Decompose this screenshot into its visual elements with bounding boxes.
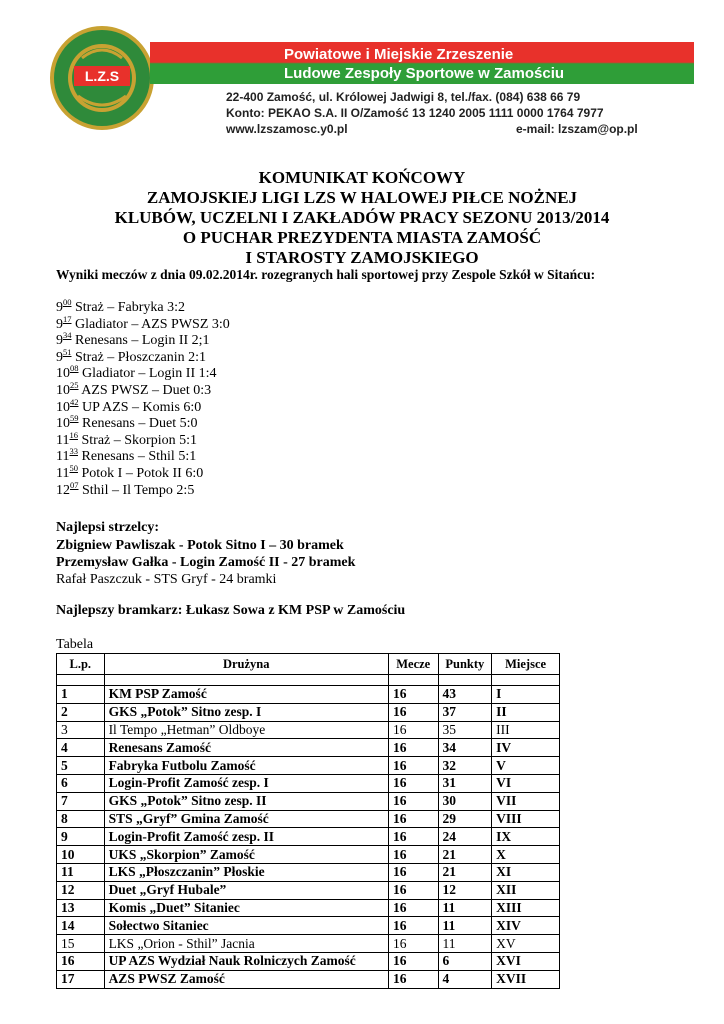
scorer-item: Rafał Paszczuk - STS Gryf - 24 bramki xyxy=(56,572,277,587)
table-row xyxy=(57,917,560,935)
header-matches: Mecze xyxy=(388,654,438,675)
letterhead xyxy=(0,0,724,140)
cell-points: 11 xyxy=(438,899,492,917)
cell-lp: 6 xyxy=(57,774,105,792)
cell-points: 11 xyxy=(438,917,492,935)
match-result xyxy=(56,446,230,466)
cell-points: 21 xyxy=(438,846,492,864)
match-result xyxy=(56,346,230,367)
cell-lp: 9 xyxy=(57,828,105,846)
cell-team: UKS „Skorpion” Zamość xyxy=(104,846,388,864)
match-text: Gladiator – AZS PWSZ 3:0 xyxy=(71,316,230,332)
cell-points: 31 xyxy=(438,774,492,792)
cell-team: STS „Gryf” Gmina Zamość xyxy=(104,810,388,828)
cell-points: 11 xyxy=(438,935,492,953)
table-row xyxy=(57,828,560,846)
match-text: Straż – Skorpion 5:1 xyxy=(77,432,197,448)
cell-points: 29 xyxy=(438,810,492,828)
address-line: 22-400 Zamość, ul. Królowej Jadwigi 8, tel./fax. (084) 638 66 79 xyxy=(226,90,581,104)
cell-place: XVII xyxy=(492,970,560,988)
match-text: Renesans – Login II 2;1 xyxy=(71,333,210,349)
cell-place: XVI xyxy=(492,952,560,970)
scorer-item: Zbigniew Pawliszak - Potok Sitno I – 30 bramek xyxy=(56,538,344,553)
match-text: Gladiator – Login II 1:4 xyxy=(78,366,217,382)
table-row xyxy=(57,686,560,704)
cell-team: Login-Profit Zamość zesp. II xyxy=(104,828,388,846)
table-row xyxy=(57,721,560,739)
cell-lp: 5 xyxy=(57,757,105,775)
cell-points: 35 xyxy=(438,721,492,739)
cell-lp: 8 xyxy=(57,810,105,828)
cell-place: IV xyxy=(492,739,560,757)
cell-matches: 16 xyxy=(388,721,438,739)
match-hour: 10 xyxy=(56,366,70,382)
match-result xyxy=(56,379,230,400)
cell-team: Il Tempo „Hetman” Oldboye xyxy=(104,721,388,739)
cell-place: III xyxy=(492,721,560,739)
match-text: UP AZS – Komis 6:0 xyxy=(78,399,202,415)
table-header-row xyxy=(57,654,560,675)
band-line-2: Ludowe Zespoły Sportowe w Zamościu xyxy=(284,65,565,82)
cell-team: Fabryka Futbolu Zamość xyxy=(104,757,388,775)
standings-table xyxy=(56,653,560,989)
match-minute: 25 xyxy=(70,379,79,390)
cell-points: 6 xyxy=(438,952,492,970)
match-result xyxy=(56,479,230,500)
cell-lp: 12 xyxy=(57,881,105,899)
cell-matches: 16 xyxy=(388,935,438,953)
contact-line xyxy=(226,122,686,136)
cell-matches: 16 xyxy=(388,899,438,917)
cell-matches: 16 xyxy=(388,739,438,757)
match-hour: 9 xyxy=(56,349,63,365)
cell-team: GKS „Potok” Sitno zesp. II xyxy=(104,792,388,810)
match-result xyxy=(56,313,230,334)
cell-place: V xyxy=(492,757,560,775)
table-row xyxy=(57,899,560,917)
match-result xyxy=(56,413,230,433)
cell-team: Renesans Zamość xyxy=(104,739,388,757)
match-text: Renesans – Sthil 5:1 xyxy=(77,449,197,465)
cell-team: LKS „Płoszczanin” Płoskie xyxy=(104,863,388,881)
cell-points: 24 xyxy=(438,828,492,846)
document-heading xyxy=(0,168,724,268)
table-row xyxy=(57,757,560,775)
cell-lp: 16 xyxy=(57,952,105,970)
table-row xyxy=(57,810,560,828)
match-hour: 12 xyxy=(56,482,70,498)
match-result xyxy=(56,396,230,417)
table-row xyxy=(57,739,560,757)
match-text: AZS PWSZ – Duet 0:3 xyxy=(78,382,212,398)
cell-team: Duet „Gryf Hubale” xyxy=(104,881,388,899)
match-text: Sthil – Il Tempo 2:5 xyxy=(78,482,195,498)
cell-team: Login-Profit Zamość zesp. I xyxy=(104,774,388,792)
header-lp: L.p. xyxy=(57,654,105,675)
cell-lp: 10 xyxy=(57,846,105,864)
cell-points: 32 xyxy=(438,757,492,775)
cell-team: Sołectwo Sitaniec xyxy=(104,917,388,935)
cell-team: KM PSP Zamość xyxy=(104,686,388,704)
cell-lp: 1 xyxy=(57,686,105,704)
match-hour: 9 xyxy=(56,316,63,332)
cell-place: XIII xyxy=(492,899,560,917)
cell-team: AZS PWSZ Zamość xyxy=(104,970,388,988)
logo-text: L.Z.S xyxy=(84,68,120,84)
cell-lp: 4 xyxy=(57,739,105,757)
cell-team: LKS „Orion - Sthil” Jacnia xyxy=(104,935,388,953)
cell-team: GKS „Potok” Sitno zesp. I xyxy=(104,703,388,721)
match-result xyxy=(56,297,230,317)
cell-matches: 16 xyxy=(388,970,438,988)
match-minute: 33 xyxy=(69,446,78,457)
match-minute: 51 xyxy=(63,346,72,357)
cell-lp: 14 xyxy=(57,917,105,935)
match-result xyxy=(56,330,230,350)
cell-matches: 16 xyxy=(388,703,438,721)
cell-matches: 16 xyxy=(388,952,438,970)
table-row xyxy=(57,935,560,953)
cell-points: 4 xyxy=(438,970,492,988)
best-goalkeeper: Najlepszy bramkarz: Łukasz Sowa z KM PSP w Zamościu xyxy=(56,603,406,618)
match-text: Renesans – Duet 5:0 xyxy=(78,416,198,432)
cell-matches: 16 xyxy=(388,774,438,792)
cell-lp: 15 xyxy=(57,935,105,953)
cell-matches: 16 xyxy=(388,863,438,881)
cell-team: UP AZS Wydział Nauk Rolniczych Zamość xyxy=(104,952,388,970)
heading-line-4: O PUCHAR PREZYDENTA MIASTA ZAMOŚĆ xyxy=(182,228,542,247)
lzs-logo-icon xyxy=(48,24,156,132)
match-hour: 10 xyxy=(56,416,70,432)
match-minute: 34 xyxy=(63,330,72,341)
cell-points: 12 xyxy=(438,881,492,899)
header-points: Punkty xyxy=(438,654,492,675)
website-link[interactable]: www.lzszamosc.y0.pl xyxy=(226,122,348,136)
match-hour: 11 xyxy=(56,449,70,465)
cell-lp: 11 xyxy=(57,863,105,881)
table-row xyxy=(57,846,560,864)
cell-matches: 16 xyxy=(388,757,438,775)
band-line-1: Powiatowe i Miejskie Zrzeszenie xyxy=(284,46,514,63)
match-minute: 42 xyxy=(70,396,79,407)
table-spacer-row xyxy=(57,675,560,686)
cell-place: VI xyxy=(492,774,560,792)
cell-matches: 16 xyxy=(388,881,438,899)
cell-place: X xyxy=(492,846,560,864)
match-text: Straż – Fabryka 3:2 xyxy=(71,300,186,315)
header-team: Drużyna xyxy=(104,654,388,675)
cell-matches: 16 xyxy=(388,792,438,810)
cell-place: IX xyxy=(492,828,560,846)
cell-place: XI xyxy=(492,863,560,881)
cell-place: II xyxy=(492,703,560,721)
table-row xyxy=(57,881,560,899)
match-minute: 59 xyxy=(70,413,79,424)
heading-line-2: ZAMOJSKIEJ LIGI LZS W HALOWEJ PIŁCE NOŻNEJ xyxy=(146,188,578,207)
match-hour: 9 xyxy=(56,333,63,349)
match-minute: 17 xyxy=(63,313,72,324)
heading-line-3: KLUBÓW, UCZELNI I ZAKŁADÓW PRACY SEZONU 2013/2014 xyxy=(114,208,610,227)
cell-lp: 17 xyxy=(57,970,105,988)
table-row xyxy=(57,792,560,810)
table-row xyxy=(57,774,560,792)
scorers-list xyxy=(56,537,355,588)
cell-lp: 2 xyxy=(57,703,105,721)
match-hour: 9 xyxy=(56,300,63,315)
cell-matches: 16 xyxy=(388,828,438,846)
heading-line-1: KOMUNIKAT KOŃCOWY xyxy=(258,168,466,187)
match-minute: 00 xyxy=(63,297,72,307)
cell-place: XII xyxy=(492,881,560,899)
match-text: Straż – Płoszczanin 2:1 xyxy=(71,349,207,365)
match-hour: 11 xyxy=(56,465,70,481)
cell-points: 37 xyxy=(438,703,492,721)
cell-place: I xyxy=(492,686,560,704)
scorer-item: Przemysław Gałka - Login Zamość II - 27 bramek xyxy=(56,555,356,570)
cell-points: 43 xyxy=(438,686,492,704)
cell-place: XV xyxy=(492,935,560,953)
heading-line-5: I STAROSTY ZAMOJSKIEGO xyxy=(245,248,479,267)
cell-points: 34 xyxy=(438,739,492,757)
results-subheading: Wyniki meczów z dnia 09.02.2014r. rozegranych hali sportowej przy Zespole Szkół w Sitańcu: xyxy=(56,267,596,282)
cell-lp: 13 xyxy=(57,899,105,917)
cell-place: XIV xyxy=(492,917,560,935)
table-caption: Tabela xyxy=(56,637,94,652)
cell-lp: 3 xyxy=(57,721,105,739)
match-minute: 50 xyxy=(69,462,78,473)
match-minute: 08 xyxy=(70,363,79,374)
cell-points: 21 xyxy=(438,863,492,881)
match-hour: 11 xyxy=(56,432,70,448)
table-row xyxy=(57,970,560,988)
match-result xyxy=(56,462,230,483)
table-row xyxy=(57,703,560,721)
cell-matches: 16 xyxy=(388,686,438,704)
bank-line: Konto: PEKAO S.A. II O/Zamość 13 1240 2005 1111 0000 1764 7977 xyxy=(226,106,604,120)
scorers-title: Najlepsi strzelcy: xyxy=(56,520,160,535)
cell-points: 30 xyxy=(438,792,492,810)
cell-team: Komis „Duet” Sitaniec xyxy=(104,899,388,917)
header-place: Miejsce xyxy=(492,654,560,675)
table-row xyxy=(57,952,560,970)
match-minute: 07 xyxy=(70,479,79,490)
cell-lp: 7 xyxy=(57,792,105,810)
cell-matches: 16 xyxy=(388,810,438,828)
table-row xyxy=(57,863,560,881)
match-result xyxy=(56,429,230,450)
cell-matches: 16 xyxy=(388,846,438,864)
match-hour: 10 xyxy=(56,399,70,415)
cell-matches: 16 xyxy=(388,917,438,935)
cell-place: VII xyxy=(492,792,560,810)
email-link[interactable]: e-mail: lzszam@op.pl xyxy=(516,122,638,136)
cell-place: VIII xyxy=(492,810,560,828)
match-minute: 16 xyxy=(69,429,78,440)
match-text: Potok I – Potok II 6:0 xyxy=(77,465,204,481)
match-results-list xyxy=(56,297,230,499)
match-hour: 10 xyxy=(56,382,70,398)
match-result xyxy=(56,363,230,383)
